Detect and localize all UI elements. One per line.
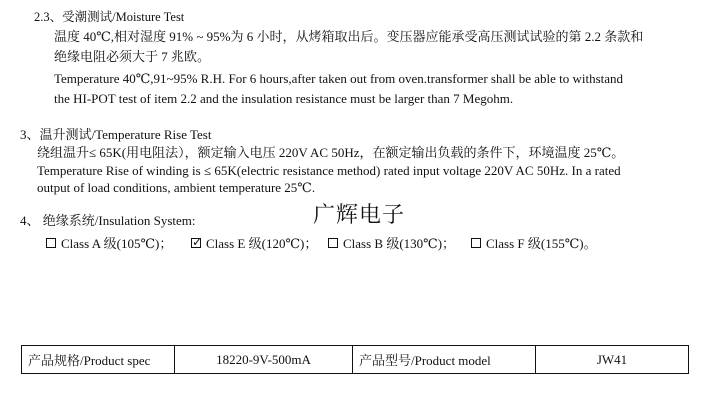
class-a-checkbox[interactable]	[46, 238, 56, 248]
moisture-test-en-line-1: Temperature 40℃,91~95% R.H. For 6 hours,after taken out from oven.transformer shall be able to withstand	[54, 71, 624, 86]
product-spec-label: 产品规格/Product spec	[22, 346, 175, 374]
class-f-label: Class F 级(155℃)。	[486, 236, 597, 251]
product-spec-value: 18220-9V-500mA	[175, 346, 353, 374]
section-4-heading: 4、 绝缘系统/Insulation System:	[20, 213, 196, 228]
temperature-rise-en-line-1: Temperature Rise of winding is ≤ 65K(electric resistance method) rated input voltage 220V AC 50Hz. In a rated	[37, 163, 621, 178]
section-3-heading: 3、温升测试/Temperature Rise Test	[20, 127, 212, 142]
temperature-rise-en-line-2: output of load conditions, ambient temperature 25℃.	[37, 180, 316, 195]
class-f-checkbox[interactable]	[471, 238, 481, 248]
class-e-checkbox[interactable]	[191, 234, 203, 249]
check-mark-icon: ✓	[192, 234, 203, 249]
class-f-option[interactable]	[471, 233, 597, 252]
class-a-label: Class A 级(105℃)；	[61, 236, 173, 251]
table-row	[22, 346, 689, 374]
class-e-option[interactable]	[191, 233, 317, 252]
class-e-label: Class E 级(120℃)；	[206, 236, 318, 251]
class-a-option[interactable]	[46, 233, 172, 252]
moisture-test-cn-line-2: 绝缘电阻必须大于 7 兆欧。	[54, 49, 211, 64]
section-2-3-heading: 2.3、受潮测试/Moisture Test	[34, 10, 185, 24]
class-b-checkbox[interactable]	[328, 238, 338, 248]
product-model-label: 产品型号/Product model	[353, 346, 536, 374]
temperature-rise-cn-line: 绕组温升≤ 65K(用电阻法），额定输入电压 220V AC 50Hz，在额定输出负载的条件下，环境温度 25℃。	[37, 145, 625, 160]
class-b-label: Class B 级(130℃)；	[343, 236, 456, 251]
brand-text: 广辉电子	[313, 203, 406, 228]
product-spec-table	[21, 345, 689, 374]
class-b-option[interactable]	[328, 233, 455, 252]
moisture-test-cn-line-1: 温度 40℃,相对湿度 91% ~ 95%为 6 小时，从烤箱取出后。变压器应能承受高压测试试验的第 2.2 条款和	[54, 29, 644, 44]
product-model-value: JW41	[536, 346, 689, 374]
moisture-test-en-line-2: the HI-POT test of item 2.2 and the insulation resistance must be larger than 7 Megohm.	[54, 91, 514, 106]
